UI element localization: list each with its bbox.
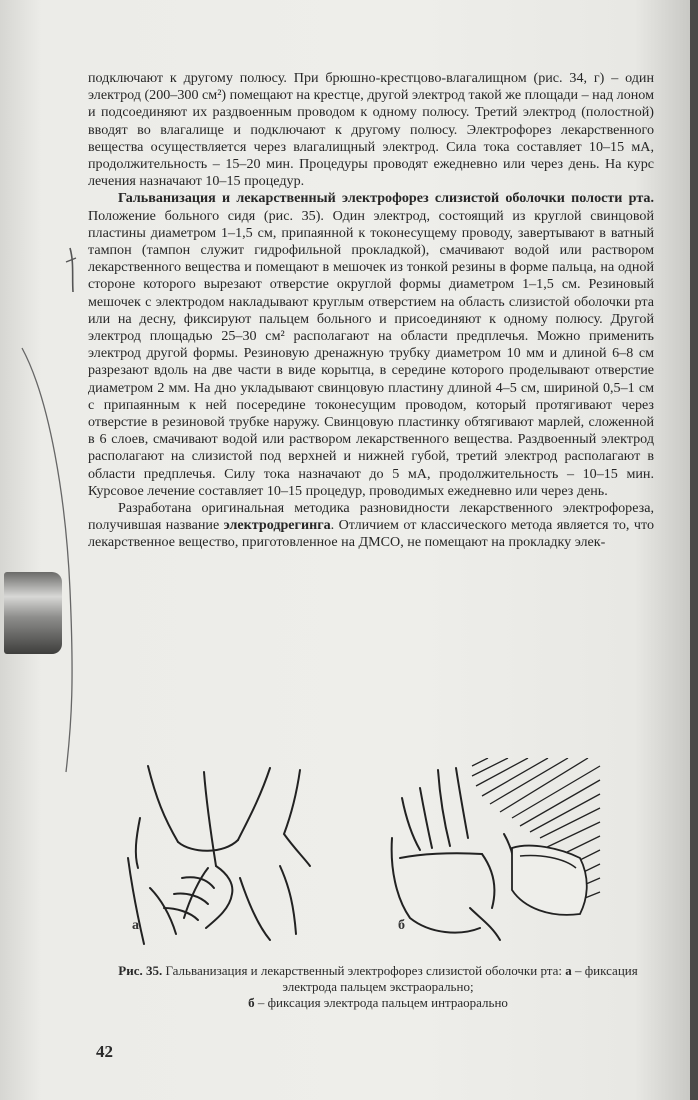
figure-label-a: а [132, 918, 139, 933]
figure-35 [120, 758, 620, 948]
figure-label-b: б [398, 918, 405, 933]
metal-clip [4, 572, 62, 654]
book-spine [690, 0, 698, 1100]
caption-title: Гальванизация и лекарственный электрофорез слизистой оболочки рта: [162, 963, 566, 978]
caption-a-text: – фиксация электрода пальцем экстраорально; [282, 963, 638, 994]
paragraph-1: подключают к другому полюсу. При брюшно-крестцово-влагалищном (рис. 34, г) – один электрод (200–300 см²) помещают на крестце, другой электрод такой же площади – над лоном и подсоединяют их раздвоенным проводом к одному полюсу. Третий электрод (полостной) вводят во влагалище и подключают к другому полюсу. Электрофорез лекарственного вещества осуществляется через влагалищный электрод. Сила тока составляет 10–15 мА, продолжительность – 15–20 мин. Процедуры проводят ежедневно или через день. На курс лечения назначают 10–15 процедур. [88, 70, 654, 190]
paragraph-3-term: электродрегинга [223, 517, 331, 534]
figure-illustration [120, 758, 620, 948]
caption-lead: Рис. 35. [118, 963, 163, 978]
paragraph-2-heading: Гальванизация и лекарственный электрофорез слизистой оболочки полости рта. [118, 190, 654, 207]
paragraph-3-after: . Отличием от классического метода является то, что лекарственное вещество, приготовленное на ДМСО, не помещают на прокладку элек- [88, 517, 654, 551]
paragraph-3-before: Разработана оригинальная методика разновидности лекарственного электрофореза, получившая название [88, 500, 654, 534]
caption-a-key: а [565, 963, 572, 978]
body-text [88, 70, 654, 552]
figure-caption [118, 963, 638, 1011]
paragraph-2-text: Положение больного сидя (рис. 35). Один электрод, состоящий из круглой свинцовой пластины диаметром 1–1,5 см, припаянной к токонесущему проводу, завертывают в ватный тампон (тампон служит гидрофильной прокладкой), смачивают водой или раствором лекарственного вещества и помещают в мешочек из тонкой резины в форме пальца, на одной стороне которого вырезают отверстие округлой формы диаметром 1–1,5 см. Резиновый мешочек с электродом накладывают круглым отверстием на область слизистой оболочки рта или на десну, фиксируют пальцем больного и присоединяют к одному полюсу. Другой электрод площадью 25–30 см² располагают на области предплечья. Можно применить электрод другой формы. Резиновую дренажную трубку диаметром 10 мм и длиной 6–8 см разрезают вдоль на две части в виде корытца, в середине которого проделывают отверстие диаметром 2 мм. На дно укладывают свинцовую пластину длиной 4–5 см, шириной 0,5–1 см с припаянным к ней посередине токонесущим проводом, который протягивают через отверстие в резиновой трубке наружу. Свинцовую пластинку обтягивают марлей, сложенной в 6 слоев, смачивают водой или раствором лекарственного вещества. Раздвоенный электрод располагают на слизистой под верхней и нижней губой, третий электрод располагают в области предплечья. Силу тока назначают до 5 мА, продолжительность – 10–15 мин. Курсовое лечение составляет 10–15 процедур, проводимых ежедневно или через день. [88, 207, 654, 499]
caption-b-key: б [248, 995, 255, 1010]
page-number: 42 [96, 1042, 113, 1061]
paragraph-2 [88, 190, 654, 500]
paragraph-3 [88, 500, 654, 552]
caption-b-text: – фиксация электрода пальцем интраорально [254, 995, 508, 1010]
